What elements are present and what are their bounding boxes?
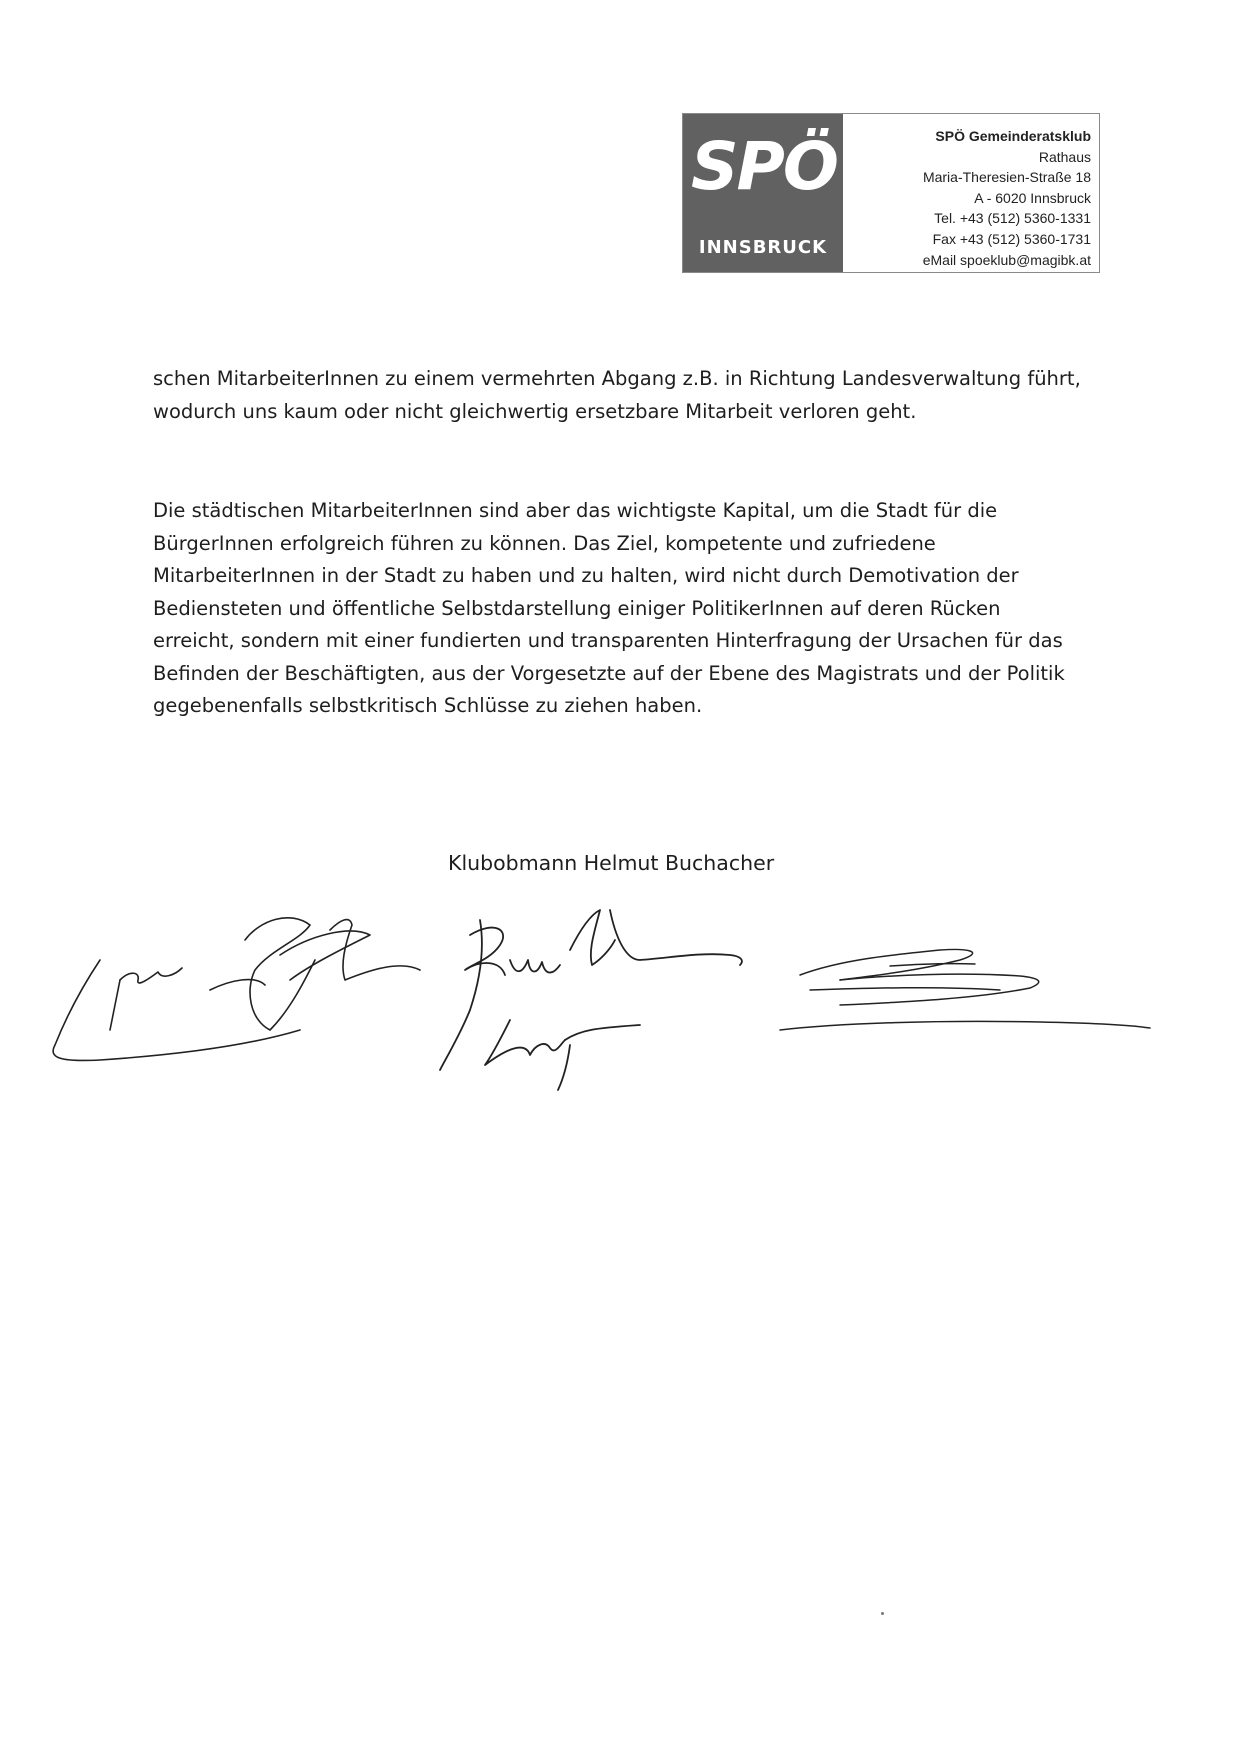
letterhead: [682, 113, 1100, 273]
body-paragraph-2: Die städtischen MitarbeiterInnen sind aber das wichtigste Kapital, um die Stadt für die BürgerInnen erfolgreich führen zu können. Das Ziel, kompetente und zufriedene MitarbeiterInnen in der Stadt zu haben und zu halten, wird nicht durch Demotivation der Bediensteten und öffentliche Selbstdarstellung einiger PolitikerInnen auf deren Rücken erreicht, sondern mit einer fundierten und transparenten Hinterfragung der Ursachen für das Befinden der Beschäftigten, aus der Vorgesetzte auf der Ebene des Magistrats und der Politik gegebenenfalls selbstkritisch Schlüsse zu ziehen haben.: [153, 499, 1065, 717]
spoe-innsbruck-logo: [683, 114, 843, 272]
address-line: eMail spoeklub@magibk.at: [922, 251, 1091, 268]
address-line: Fax +43 (512) 5360-1731: [932, 230, 1091, 247]
address-line: Maria-Theresien-Straße 18: [922, 169, 1091, 186]
address-line: Tel. +43 (512) 5360-1331: [934, 210, 1091, 227]
logo-wordmark: SPÖ: [691, 128, 838, 205]
letterhead-address: [843, 114, 1099, 272]
signature-1: [53, 918, 420, 1061]
address-line: A - 6020 Innsbruck: [974, 189, 1091, 206]
signatory-name: Klubobmann Helmut Buchacher: [448, 851, 775, 875]
handwritten-signatures: [40, 880, 1220, 1100]
signature-2: [440, 910, 742, 1090]
logo-city: INNSBRUCK: [698, 237, 828, 258]
body-paragraph-1: schen MitarbeiterInnen zu einem vermehrten Abgang z.B. in Richtung Landesverwaltung führt, wodurch uns kaum oder nicht gleichwertig ersetzbare Mitarbeit verloren geht.: [153, 367, 1081, 423]
scan-speck: [881, 1612, 884, 1615]
organization-name: SPÖ Gemeinderatsklub: [935, 128, 1091, 144]
address-line: Rathaus: [1038, 148, 1091, 165]
signature-3: [780, 949, 1150, 1030]
